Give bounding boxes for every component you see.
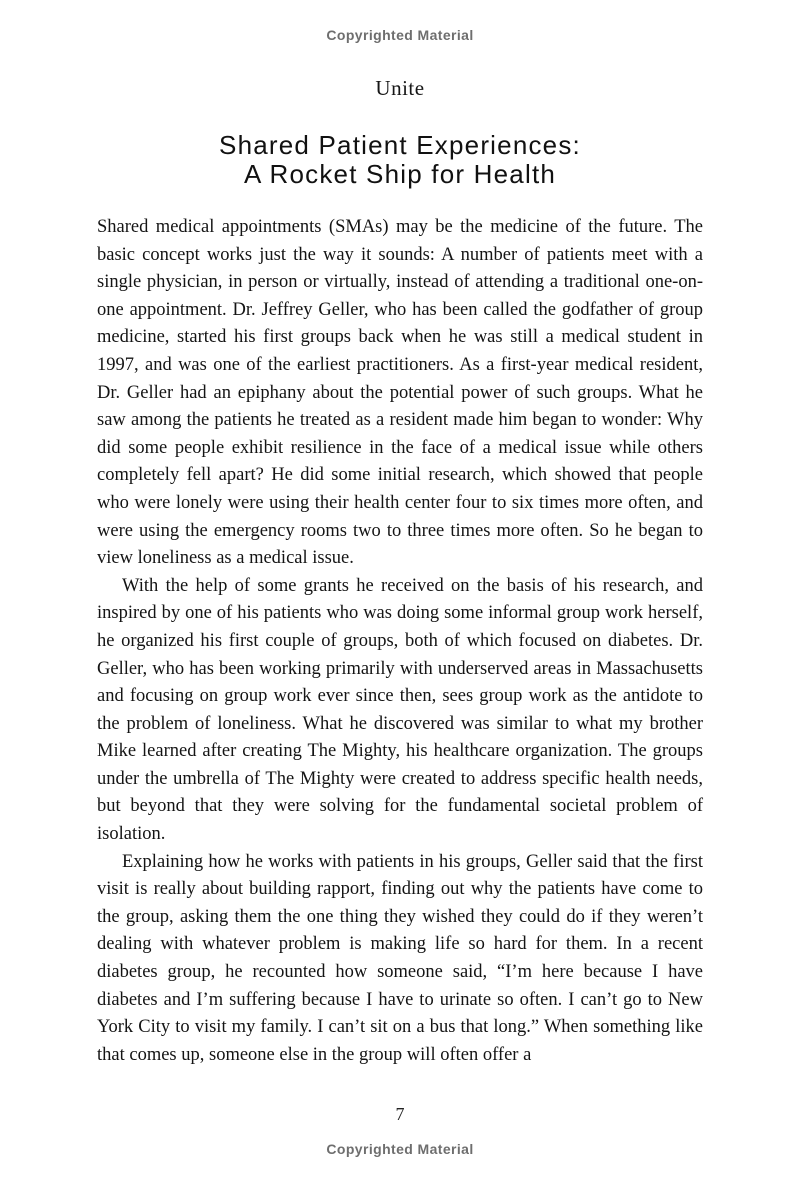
body-text <box>97 214 703 1069</box>
copyright-notice-top: Copyrighted Material <box>326 27 474 43</box>
chapter-label: Unite <box>375 76 425 100</box>
page-title-line2: A Rocket Ship for Health <box>243 159 557 189</box>
page-number: 7 <box>395 1104 405 1124</box>
page-title-line1: Shared Patient Experiences: <box>219 130 581 160</box>
paragraph-1: Shared medical appointments (SMAs) may be the medicine of the future. The basic concept works just the way it sounds: A number of patients meet with a single physician, in person or virtually, instead of attending a traditional one-on-one appointment. Dr. Jeffrey Geller, who has been called the godfather of group medicine, started his first groups back when he was still a medical student in 1997, and was one of the earliest practitioners. As a first-year medical resident, Dr. Geller had an epiphany about the potential power of such groups. What he saw among the patients he treated as a resident made him began to wonder: Why did some people exhibit resilience in the face of a medical issue while others completely fell apart? He did some initial research, which showed that people who were lonely were using their health center four to six times more often, and were using the emergency rooms two to three times more often. So he began to view loneliness as a medical issue. <box>97 217 703 569</box>
copyright-notice-bottom: Copyrighted Material <box>326 1141 474 1157</box>
paragraph-2: With the help of some grants he received on the basis of his research, and inspired by one of his patients who was doing some informal group work herself, he organized his first couple of groups, both of which focused on diabetes. Dr. Geller, who has been working primarily with underserved areas in Massachusetts and focusing on group work ever since then, sees group work as the antidote to the problem of loneliness. What he discovered was similar to what my brother Mike learned after creating The Mighty, his healthcare organization. The groups under the umbrella of The Mighty were created to address specific health needs, but beyond that they were solving for the fundamental societal problem of isolation. <box>97 575 703 845</box>
page-title <box>0 131 800 189</box>
paragraph-3: Explaining how he works with patients in his groups, Geller said that the first visit is really about building rapport, finding out why the patients have come to the group, asking them the one thing they wished they could do if they weren’t dealing with whatever problem is making life so hard for them. In a recent diabetes group, he recounted how someone said, “I’m here because I have diabetes and I’m suffering because I have to urinate so often. I can’t go to New York City to visit my family. I can’t sit on a bus that long.” When something like that comes up, someone else in the group will often offer a <box>97 851 703 1065</box>
